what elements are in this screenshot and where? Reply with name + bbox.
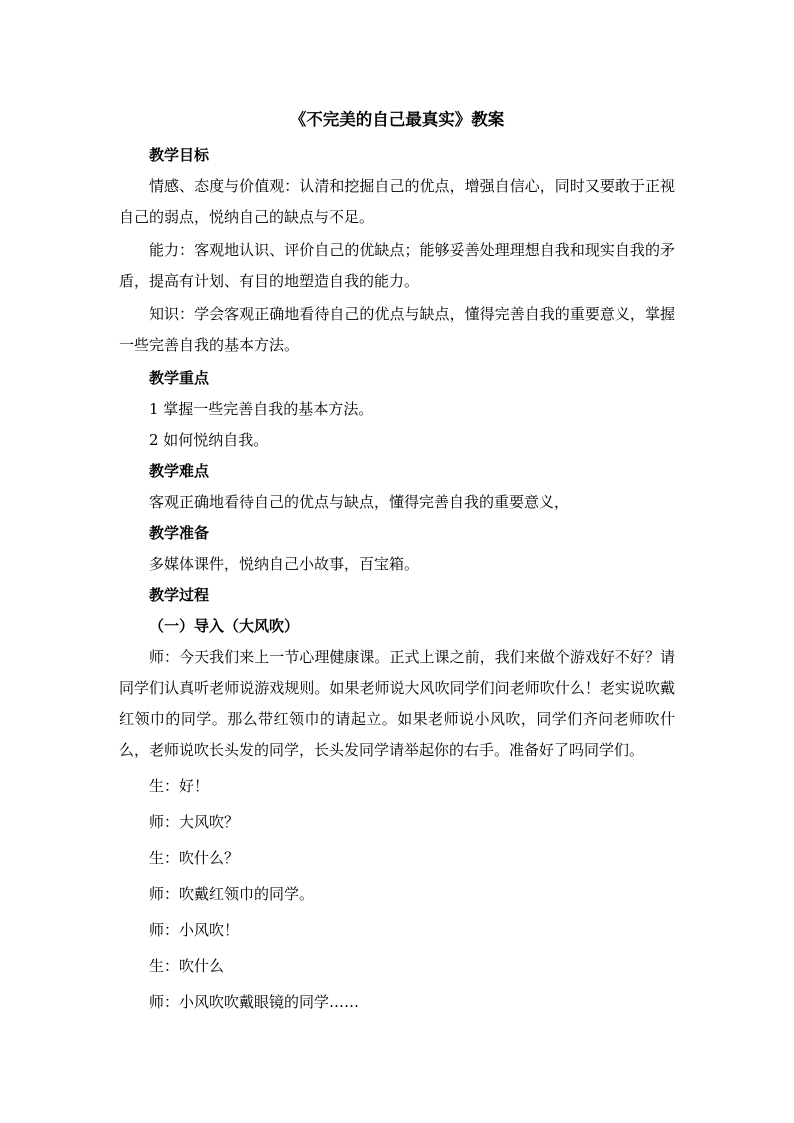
dialog-line: 生：好！ — [149, 777, 210, 795]
difficulty-text: 客观正确地看待自己的优点与缺点，懂得完善自我的重要意义， — [149, 493, 570, 511]
dialog-line: 师：吹戴红领巾的同学。 — [149, 885, 315, 903]
goal-paragraph-knowledge: 知识：学会客观正确地看待自己的优点与缺点，懂得完善自我的重要意义，掌握一些完善自我的基本方法。 — [119, 305, 675, 354]
heading-teaching-goals: 教学目标 — [149, 146, 210, 164]
subheading-intro: （一）导入（大风吹） — [149, 617, 300, 635]
key-point-item: 1 掌握一些完善自我的基本方法。 — [149, 400, 374, 418]
goal-paragraph-emotion: 情感、态度与价值观：认清和挖掘自己的优点，增强自信心，同时又要敢于正视自己的弱点，悦纳自己的缺点与不足。 — [119, 177, 675, 226]
dialog-line: 师：小风吹吹戴眼镜的同学…… — [149, 993, 360, 1011]
dialog-line: 生：吹什么？ — [149, 849, 240, 867]
dialog-line: 师：大风吹？ — [149, 813, 240, 831]
heading-difficulty: 教学难点 — [149, 462, 210, 480]
heading-key-points: 教学重点 — [149, 369, 210, 387]
document-title: 《不完美的自己最真实》教案 — [289, 110, 505, 129]
goal-paragraph-ability: 能力：客观地认识、评价自己的优缺点；能够妥善处理理想自我和现实自我的矛盾，提高有计划、有目的地塑造自我的能力。 — [119, 241, 675, 290]
document-body — [119, 104, 675, 1018]
process-intro-paragraph: 师：今天我们来上一节心理健康课。正式上课之前，我们来做个游戏好不好？请同学们认真听老师说游戏规则。如果老师说大风吹同学们问老师吹什么！老实说吹戴红领巾的同学。那么带红领巾的请起立。如果老师说小风吹，同学们齐问老师吹什么，老师说吹长头发的同学，长头发同学请举起你的右手。准备好了吗同学们。 — [119, 648, 675, 759]
dialog-line: 生：吹什么 — [149, 957, 225, 975]
key-point-item: 2 如何悦纳自我。 — [149, 431, 269, 449]
heading-process: 教学过程 — [149, 586, 210, 604]
heading-preparation: 教学准备 — [149, 524, 210, 542]
dialog-line: 师：小风吹！ — [149, 921, 240, 939]
preparation-text: 多媒体课件，悦纳自己小故事，百宝箱。 — [149, 555, 420, 573]
